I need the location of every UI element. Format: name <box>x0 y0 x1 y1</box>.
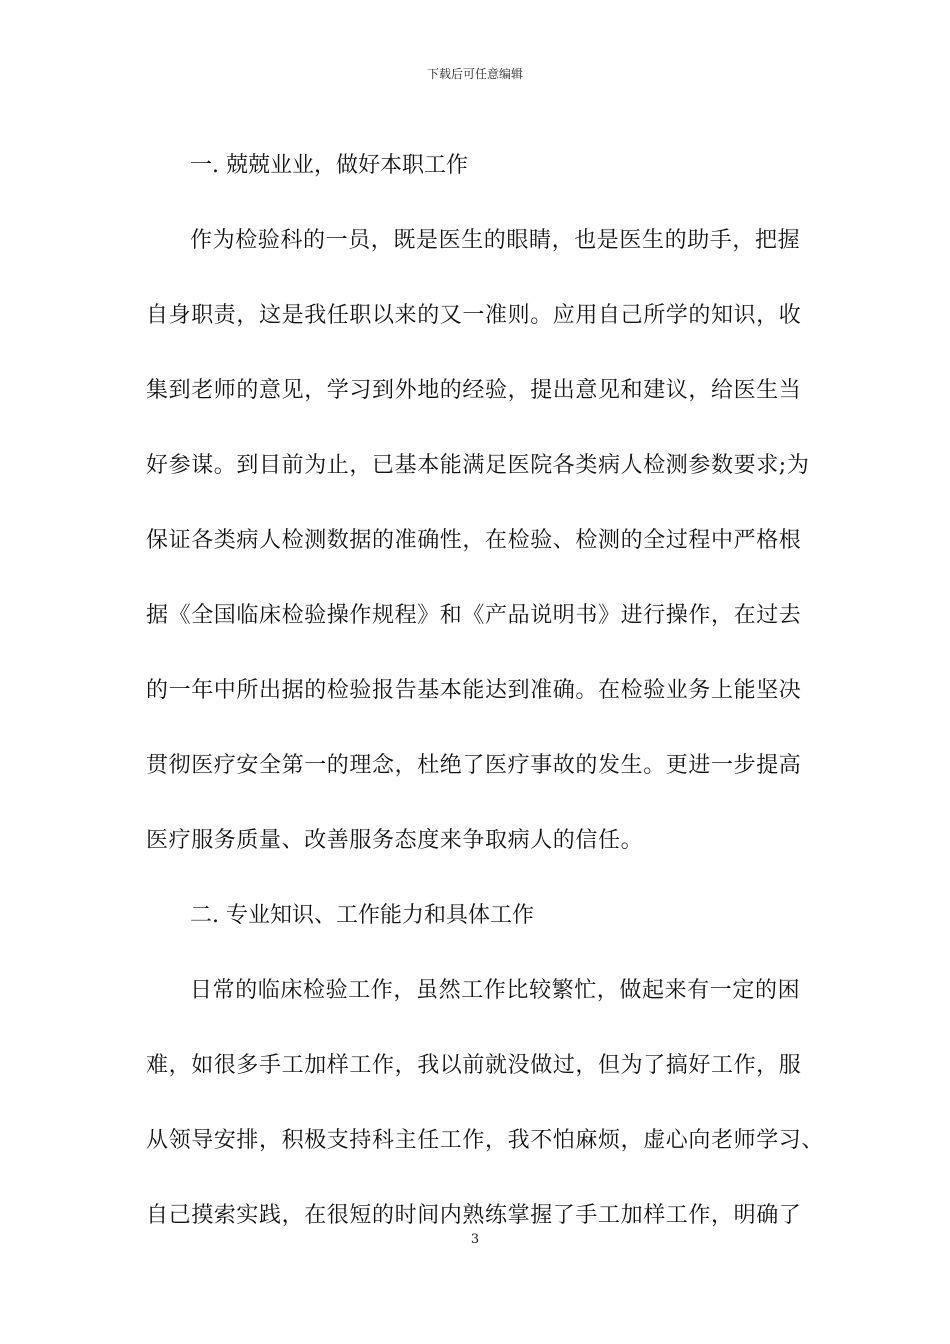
document-body <box>146 128 825 1253</box>
section-1-heading: 一. 兢兢业业，做好本职工作 <box>190 153 468 178</box>
paragraph-line: 自己摸索实践，在很短的时间内熟练掌握了手工加样工作，明确了 <box>146 1203 802 1228</box>
paragraph-line: 的一年中所出据的检验报告基本能达到准确。在检验业务上能坚决 <box>146 678 802 703</box>
paragraph-line: 贯彻医疗安全第一的理念，杜绝了医疗事故的发生。更进一步提高 <box>146 753 802 778</box>
paragraph-line: 医疗服务质量、改善服务态度来争取病人的信任。 <box>146 828 644 853</box>
page-header: 下载后可任意编辑 <box>426 67 523 81</box>
paragraph-line: 据《全国临床检验操作规程》和《产品说明书》进行操作，在过去 <box>146 603 802 628</box>
section-2-heading: 二. 专业知识、工作能力和具体工作 <box>190 903 534 928</box>
paragraph-line: 自身职责，这是我任职以来的又一准则。应用自己所学的知识，收 <box>146 303 802 328</box>
paragraph-line: 好参谋。到目前为止，已基本能满足医院各类病人检测参数要求;为 <box>146 453 810 478</box>
paragraph-line: 难，如很多手工加样工作，我以前就没做过，但为了搞好工作，服 <box>146 1053 802 1078</box>
paragraph-line: 集到老师的意见，学习到外地的经验，提出意见和建议，给医生当 <box>146 378 802 403</box>
paragraph-line: 作为检验科的一员，既是医生的眼睛，也是医生的助手，把握 <box>190 228 801 253</box>
paragraph-line: 保证各类病人检测数据的准确性，在检验、检测的全过程中严格根 <box>146 528 802 553</box>
page-number: 3 <box>470 1232 480 1247</box>
paragraph-line: 日常的临床检验工作，虽然工作比较繁忙，做起来有一定的困 <box>190 978 801 1003</box>
paragraph-line: 从领导安排，积极支持科主任工作，我不怕麻烦，虚心向老师学习、 <box>146 1128 825 1153</box>
